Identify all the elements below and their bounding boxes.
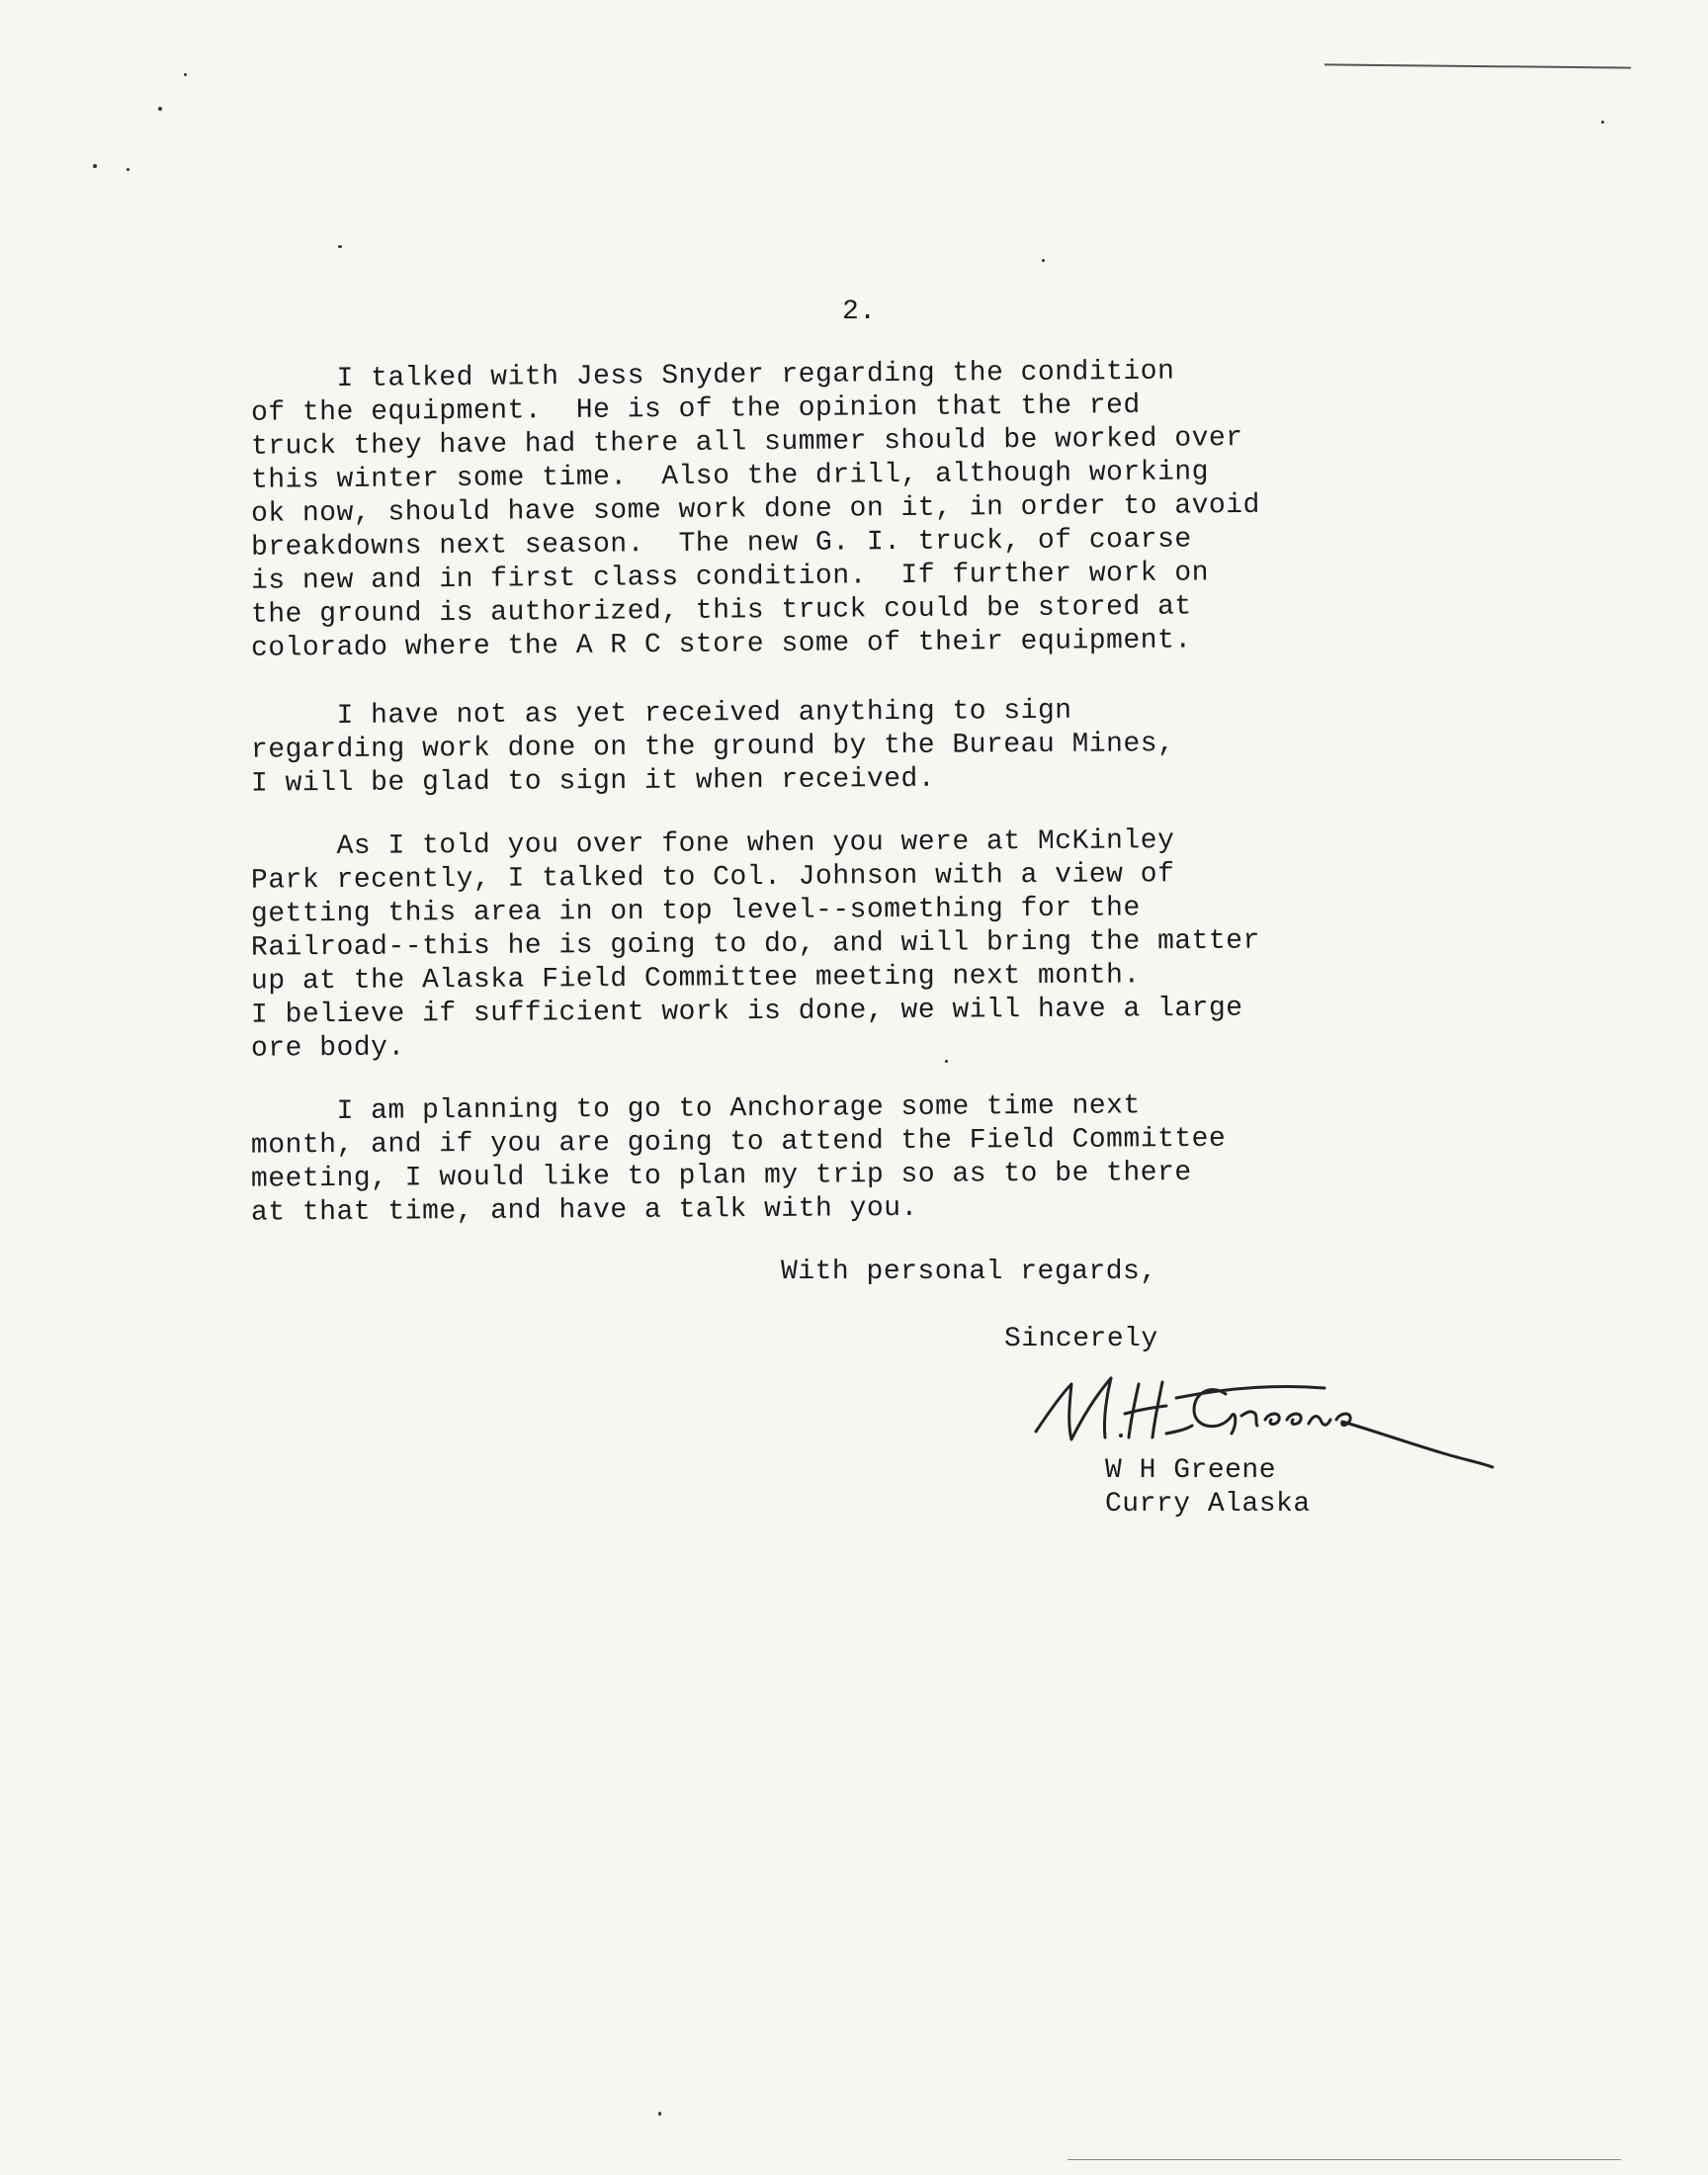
paragraph-equipment [250,356,1556,664]
text-line: I have not as yet received anything to sign [250,695,1072,733]
text-line: truck they have had there all summer should be worked over [250,423,1243,463]
text-line: I believe if sufficient work is done, we will have a large [250,993,1243,1031]
signer-name: W H Greene [1105,1455,1277,1486]
paragraph-field-committee [250,826,1556,1065]
text-line: at that time, and have a talk with you. [250,1192,918,1229]
text-line: this winter some time. Also the drill, although working [250,457,1210,496]
text-line: meeting, I would like to plan my trip so as to be there [250,1157,1192,1195]
signer-location: Curry Alaska [1105,1489,1311,1520]
paragraph-signing [250,695,1556,800]
text-line: the ground is authorized, this truck could be stored at [250,591,1192,631]
text-line: getting this area in on top level--something for the [250,893,1141,930]
text-line: As I told you over fone when you were at McKinley [250,826,1175,863]
bottom-edge-line [1068,2159,1621,2160]
text-line: I talked with Jess Snyder regarding the condition [250,356,1175,395]
text-line: ok now, should have some work done on it, in order to avoid [250,489,1260,530]
paragraph-anchorage-trip [250,1090,1556,1229]
text-line: up at the Alaska Field Committee meeting next month. [250,960,1141,998]
text-line: Park recently, I talked to Col. Johnson with a view of [250,859,1175,897]
text-line: Railroad--this he is going to do, and will bring the matter [250,925,1260,964]
sign-off: Sincerely [1004,1324,1158,1354]
text-line: colorado where the A R C store some of their equipment. [250,625,1192,664]
text-line: I am planning to go to Anchorage some time next [250,1090,1141,1128]
text-line: of the equipment. He is of the opinion that the red [250,390,1141,429]
text-line: is new and in first class condition. If further work on [250,558,1210,597]
closing-line: With personal regards, [781,1257,1157,1287]
text-line: I will be glad to sign it when received. [250,763,936,800]
text-line: month, and if you are going to attend the Field Committee [250,1123,1227,1162]
text-line: ore body. [250,1032,405,1065]
text-line: regarding work done on the ground by the Bureau Mines, [250,729,1175,766]
text-line: breakdowns next season. The new G. I. truck, of coarse [250,524,1192,564]
page-number: 2. [842,297,877,327]
